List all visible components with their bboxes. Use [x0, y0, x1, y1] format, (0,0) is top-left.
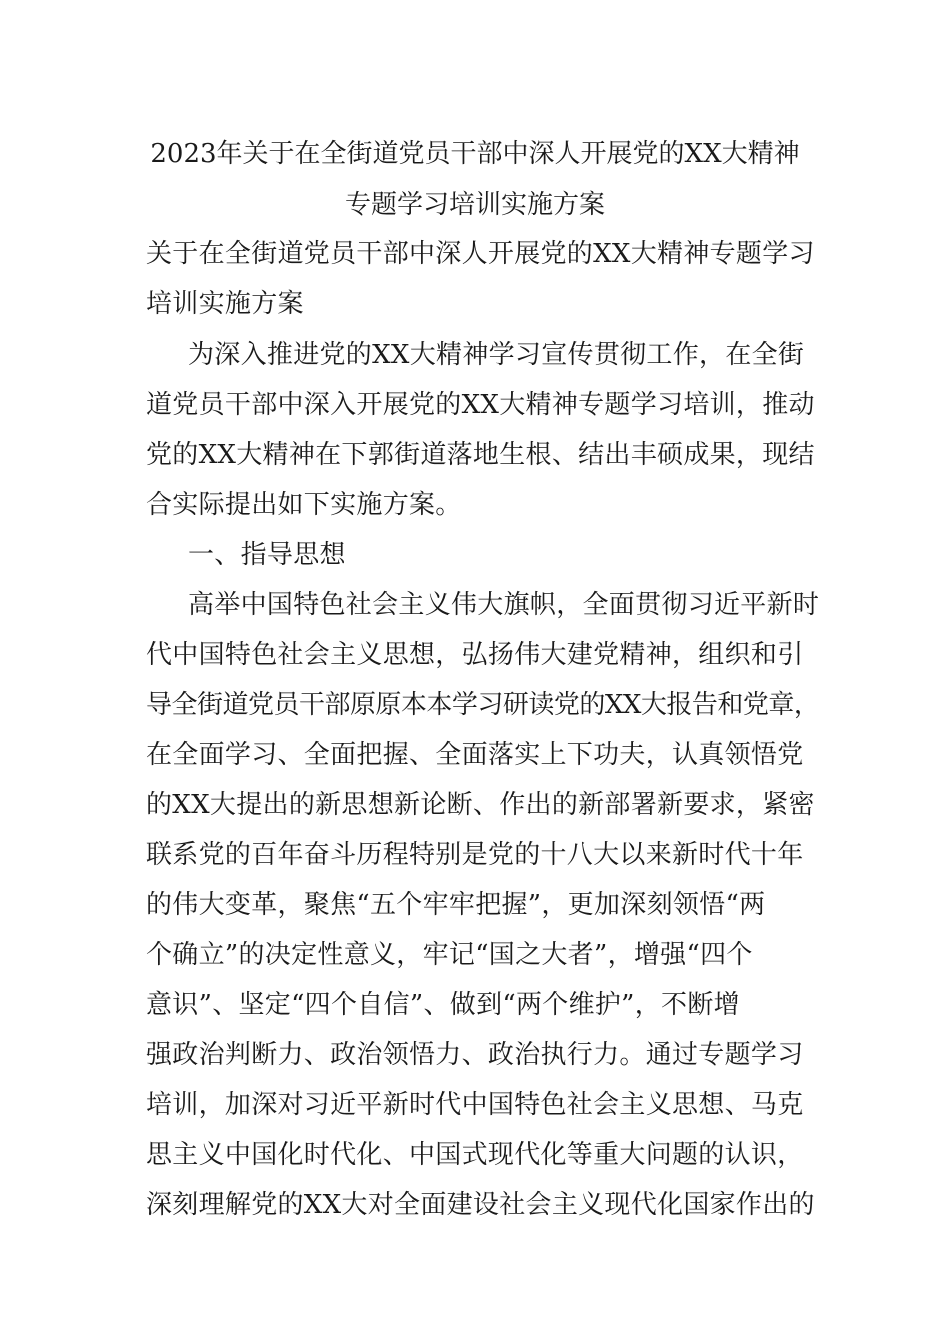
- paragraph-2-line-13: 深刻理解党的XX大对全面建设社会主义现代化国家作出的: [146, 1190, 815, 1220]
- paragraph-1-line-2: 道党员干部中深入开展党的XX大精神专题学习培训，推动: [146, 390, 815, 420]
- paragraph-2-line-1: 高举中国特色社会主义伟大旗帜，全面贯彻习近平新时: [188, 590, 820, 620]
- subtitle-line-2: 培训实施方案: [146, 289, 304, 319]
- subtitle-line-1: 关于在全街道党员干部中深人开展党的XX大精神专题学习: [146, 239, 815, 269]
- paragraph-2-line-8: 个确立”的决定性意义，牢记“国之大者”，增强“四个: [146, 940, 753, 970]
- paragraph-2-line-3: 导全街道党员干部原原本本学习研读党的XX大报告和党章，: [146, 690, 820, 720]
- paragraph-2-line-5: 的XX大提出的新思想新论断、作出的新部署新要求，紧密: [146, 790, 815, 820]
- paragraph-2-line-7: 的伟大变革，聚焦“五个牢牢把握”，更加深刻领悟“两: [146, 890, 766, 920]
- paragraph-2-line-6: 联系党的百年奋斗历程特别是党的十八大以来新时代十年: [146, 840, 804, 870]
- paragraph-1-line-1: 为深入推进党的XX大精神学习宣传贯彻工作，在全街: [188, 340, 805, 370]
- paragraph-1-line-3: 党的XX大精神在下郭街道落地生根、结出丰硕成果，现结: [146, 440, 815, 470]
- section-1-heading: 一、指导思想: [188, 540, 346, 570]
- paragraph-2-line-12: 思主义中国化时代化、中国式现代化等重大问题的认识，: [146, 1140, 804, 1170]
- paragraph-2-line-4: 在全面学习、全面把握、全面落实上下功夫，认真领悟党: [146, 740, 804, 770]
- document-title-line-1: 2023年关于在全街道党员干部中深人开展党的XX大精神: [150, 139, 800, 169]
- document-title-line-2: 专题学习培训实施方案: [344, 190, 605, 220]
- paragraph-2-line-2: 代中国特色社会主义思想，弘扬伟大建党精神，组织和引: [146, 640, 804, 670]
- paragraph-2-line-9: 意识”、坚定“四个自信”、做到“两个维护”，不断增: [146, 990, 740, 1020]
- paragraph-2-line-10: 强政治判断力、政治领悟力、政治执行力。通过专题学习: [146, 1040, 804, 1070]
- paragraph-1-line-4: 合实际提出如下实施方案。: [146, 490, 462, 520]
- paragraph-2-line-11: 培训，加深对习近平新时代中国特色社会主义思想、马克: [146, 1090, 804, 1120]
